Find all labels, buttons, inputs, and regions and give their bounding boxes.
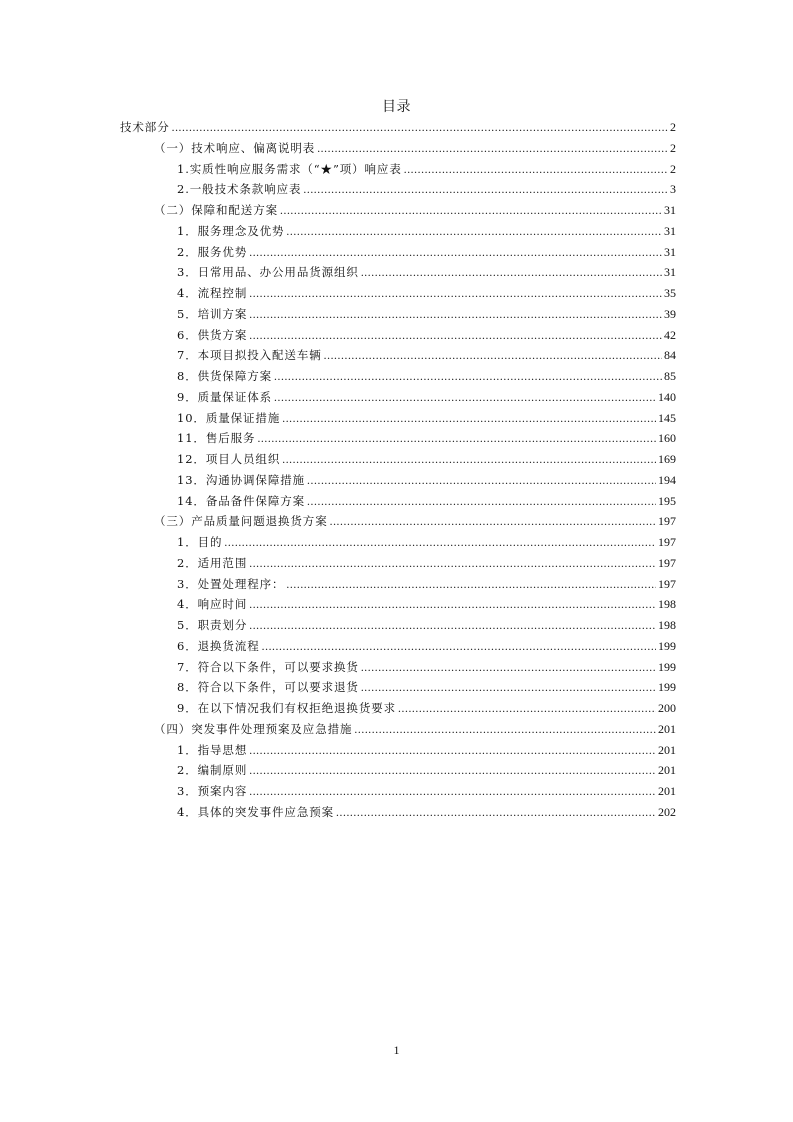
toc-entry-page: 42 <box>664 327 676 342</box>
toc-entry-label: 12．项目人员组织 <box>177 452 281 466</box>
toc-entry-label: 3．预案内容 <box>177 784 248 798</box>
toc-entry-label: 2.一般技术条款响应表 <box>177 182 302 197</box>
toc-entry[interactable] <box>120 161 676 182</box>
toc-entry-label: 2．服务优势 <box>177 244 248 259</box>
toc-entry-label: 2．适用范围 <box>177 555 248 570</box>
toc-entry-page: 197 <box>658 514 676 529</box>
toc-entry[interactable] <box>120 596 676 617</box>
toc-entry[interactable] <box>120 223 676 244</box>
toc-entry-label: 8．符合以下条件，可以要求退货 <box>177 680 359 695</box>
toc-entry-page: 197 <box>658 576 676 591</box>
toc-leader-dots <box>249 330 662 342</box>
toc-leader-dots <box>249 247 662 259</box>
toc-entry[interactable] <box>120 327 676 348</box>
toc-entry-page: 31 <box>664 265 676 280</box>
toc-entry-label: （三）产品质量问题退换货方案 <box>154 514 328 529</box>
toc-entry-page: 201 <box>658 721 676 736</box>
toc-leader-dots <box>303 184 668 196</box>
toc-leader-dots <box>282 413 656 425</box>
toc-entry-label: 4．具体的突发事件应急预案 <box>177 804 335 819</box>
toc-leader-dots <box>398 703 656 715</box>
toc-entry-page: 85 <box>664 369 676 383</box>
toc-entry-page: 200 <box>658 701 676 715</box>
toc-entry[interactable] <box>120 721 676 742</box>
toc-leader-dots <box>249 558 656 570</box>
page-number: 1 <box>393 1043 400 1057</box>
toc-entry-page: 160 <box>658 431 676 446</box>
toc-entry-page: 202 <box>658 804 676 819</box>
toc-entry[interactable] <box>120 576 676 597</box>
toc-entry-page: 199 <box>658 680 676 695</box>
toc-entry[interactable] <box>120 202 676 223</box>
toc-entry-page: 198 <box>658 597 676 612</box>
toc-leader-dots <box>324 350 662 362</box>
toc-entry[interactable] <box>120 555 676 576</box>
toc-entry[interactable] <box>120 783 676 804</box>
toc-entry[interactable] <box>120 119 676 140</box>
toc-entry[interactable] <box>120 140 676 161</box>
toc-entry[interactable] <box>120 451 676 472</box>
toc-leader-dots <box>249 786 656 798</box>
toc-entry-label: 5．职责划分 <box>177 618 248 632</box>
toc-entry[interactable] <box>120 285 676 306</box>
toc-leader-dots <box>282 454 656 466</box>
toc-entry[interactable] <box>120 472 676 493</box>
toc-entry-label: 4．响应时间 <box>177 597 248 612</box>
toc-entry[interactable] <box>120 638 676 659</box>
table-of-contents <box>120 119 676 825</box>
toc-entry[interactable] <box>120 679 676 700</box>
toc-entry-label: 3．日常用品、办公用品货源组织 <box>177 265 359 280</box>
toc-leader-dots <box>317 143 668 155</box>
toc-leader-dots <box>257 433 656 445</box>
toc-entry-label: 9．质量保证体系 <box>177 389 273 404</box>
toc-leader-dots <box>286 226 662 238</box>
toc-entry-label: 技术部分 <box>120 120 170 134</box>
toc-entry-label: 14．备品备件保障方案 <box>177 493 306 508</box>
toc-entry-label: 7．本项目拟投入配送车辆 <box>177 348 322 363</box>
toc-leader-dots <box>249 745 656 757</box>
toc-entry[interactable] <box>120 306 676 327</box>
toc-entry-page: 145 <box>658 410 676 425</box>
toc-entry[interactable] <box>120 513 676 534</box>
toc-entry-label: 4．流程控制 <box>177 286 248 300</box>
toc-entry-page: 197 <box>658 555 676 570</box>
toc-entry-page: 199 <box>658 638 676 653</box>
toc-entry-page: 31 <box>664 223 676 238</box>
toc-entry-page: 84 <box>664 348 676 363</box>
toc-entry[interactable] <box>120 368 676 389</box>
toc-entry-label: 2．编制原则 <box>177 763 248 778</box>
toc-leader-dots <box>262 641 656 653</box>
toc-entry[interactable] <box>120 430 676 451</box>
toc-entry[interactable] <box>120 742 676 763</box>
toc-leader-dots <box>330 516 656 528</box>
toc-entry-label: 6．供货方案 <box>177 327 248 342</box>
toc-entry-label: 1．指导思想 <box>177 742 248 757</box>
toc-leader-dots <box>249 765 656 777</box>
toc-entry-label: 8．供货保障方案 <box>177 369 273 383</box>
toc-entry-label: 1．服务理念及优势 <box>177 223 285 238</box>
toc-entry[interactable] <box>120 617 676 638</box>
toc-leader-dots <box>274 371 662 383</box>
toc-leader-dots <box>224 537 656 549</box>
toc-entry-label: （一）技术响应、偏离说明表 <box>154 140 316 155</box>
toc-entry[interactable] <box>120 804 676 825</box>
toc-entry-page: 35 <box>664 286 676 300</box>
toc-leader-dots <box>336 807 656 819</box>
toc-entry-page: 31 <box>664 203 676 217</box>
toc-leader-dots <box>249 309 662 321</box>
toc-entry-page: 169 <box>658 452 676 466</box>
toc-entry-label: 9．在以下情况我们有权拒绝退换货要求 <box>177 701 397 715</box>
toc-entry-label: 10．质量保证措施 <box>177 410 281 425</box>
toc-entry[interactable] <box>120 493 676 514</box>
toc-entry-page: 3 <box>670 182 676 197</box>
toc-entry-label: 3．处置处理程序： <box>177 576 285 591</box>
toc-entry-page: 194 <box>658 472 676 487</box>
toc-entry-page: 140 <box>658 389 676 404</box>
toc-entry-label: 1．目的 <box>177 535 223 549</box>
toc-entry-page: 201 <box>658 742 676 757</box>
toc-entry-page: 198 <box>658 618 676 632</box>
toc-entry[interactable] <box>120 762 676 783</box>
toc-leader-dots <box>404 164 668 176</box>
toc-entry-label: 7．符合以下条件，可以要求换货 <box>177 659 359 674</box>
toc-entry[interactable] <box>120 659 676 680</box>
toc-entry-page: 199 <box>658 659 676 674</box>
toc-leader-dots <box>361 267 662 279</box>
toc-entry-label: 6．退换货流程 <box>177 638 260 653</box>
toc-entry[interactable] <box>120 244 676 265</box>
toc-entry[interactable] <box>120 389 676 410</box>
toc-entry-page: 2 <box>670 161 676 176</box>
toc-entry[interactable] <box>120 264 676 285</box>
toc-entry-page: 2 <box>670 140 676 155</box>
toc-entry[interactable] <box>120 410 676 431</box>
toc-leader-dots <box>307 475 656 487</box>
toc-entry-label: 5．培训方案 <box>177 306 248 321</box>
toc-entry-page: 31 <box>664 244 676 259</box>
toc-leader-dots <box>172 122 668 134</box>
toc-leader-dots <box>361 662 656 674</box>
toc-title: 目录 <box>382 99 411 115</box>
toc-entry[interactable] <box>120 181 676 202</box>
toc-entry-page: 197 <box>658 535 676 549</box>
toc-entry-page: 195 <box>658 493 676 508</box>
toc-entry[interactable] <box>120 700 676 721</box>
toc-entry-label: （二）保障和配送方案 <box>154 203 278 217</box>
toc-leader-dots <box>274 392 656 404</box>
toc-leader-dots <box>307 496 656 508</box>
toc-entry[interactable] <box>120 534 676 555</box>
toc-entry-page: 201 <box>658 763 676 778</box>
toc-entry-label: 1.实质性响应服务需求（“★”项）响应表 <box>177 161 402 176</box>
toc-entry-label: 11．售后服务 <box>177 431 256 446</box>
toc-entry-label: （四）突发事件处理预案及应急措施 <box>154 721 353 736</box>
toc-entry-page: 201 <box>658 784 676 798</box>
toc-leader-dots <box>286 579 656 591</box>
toc-leader-dots <box>249 599 656 611</box>
toc-leader-dots <box>361 682 656 694</box>
toc-entry-page: 2 <box>670 120 676 134</box>
toc-leader-dots <box>249 288 662 300</box>
toc-leader-dots <box>280 205 662 217</box>
toc-entry-page: 39 <box>664 306 676 321</box>
toc-entry[interactable] <box>120 347 676 368</box>
toc-leader-dots <box>354 724 656 736</box>
toc-leader-dots <box>249 620 656 632</box>
toc-entry-label: 13．沟通协调保障措施 <box>177 472 306 487</box>
